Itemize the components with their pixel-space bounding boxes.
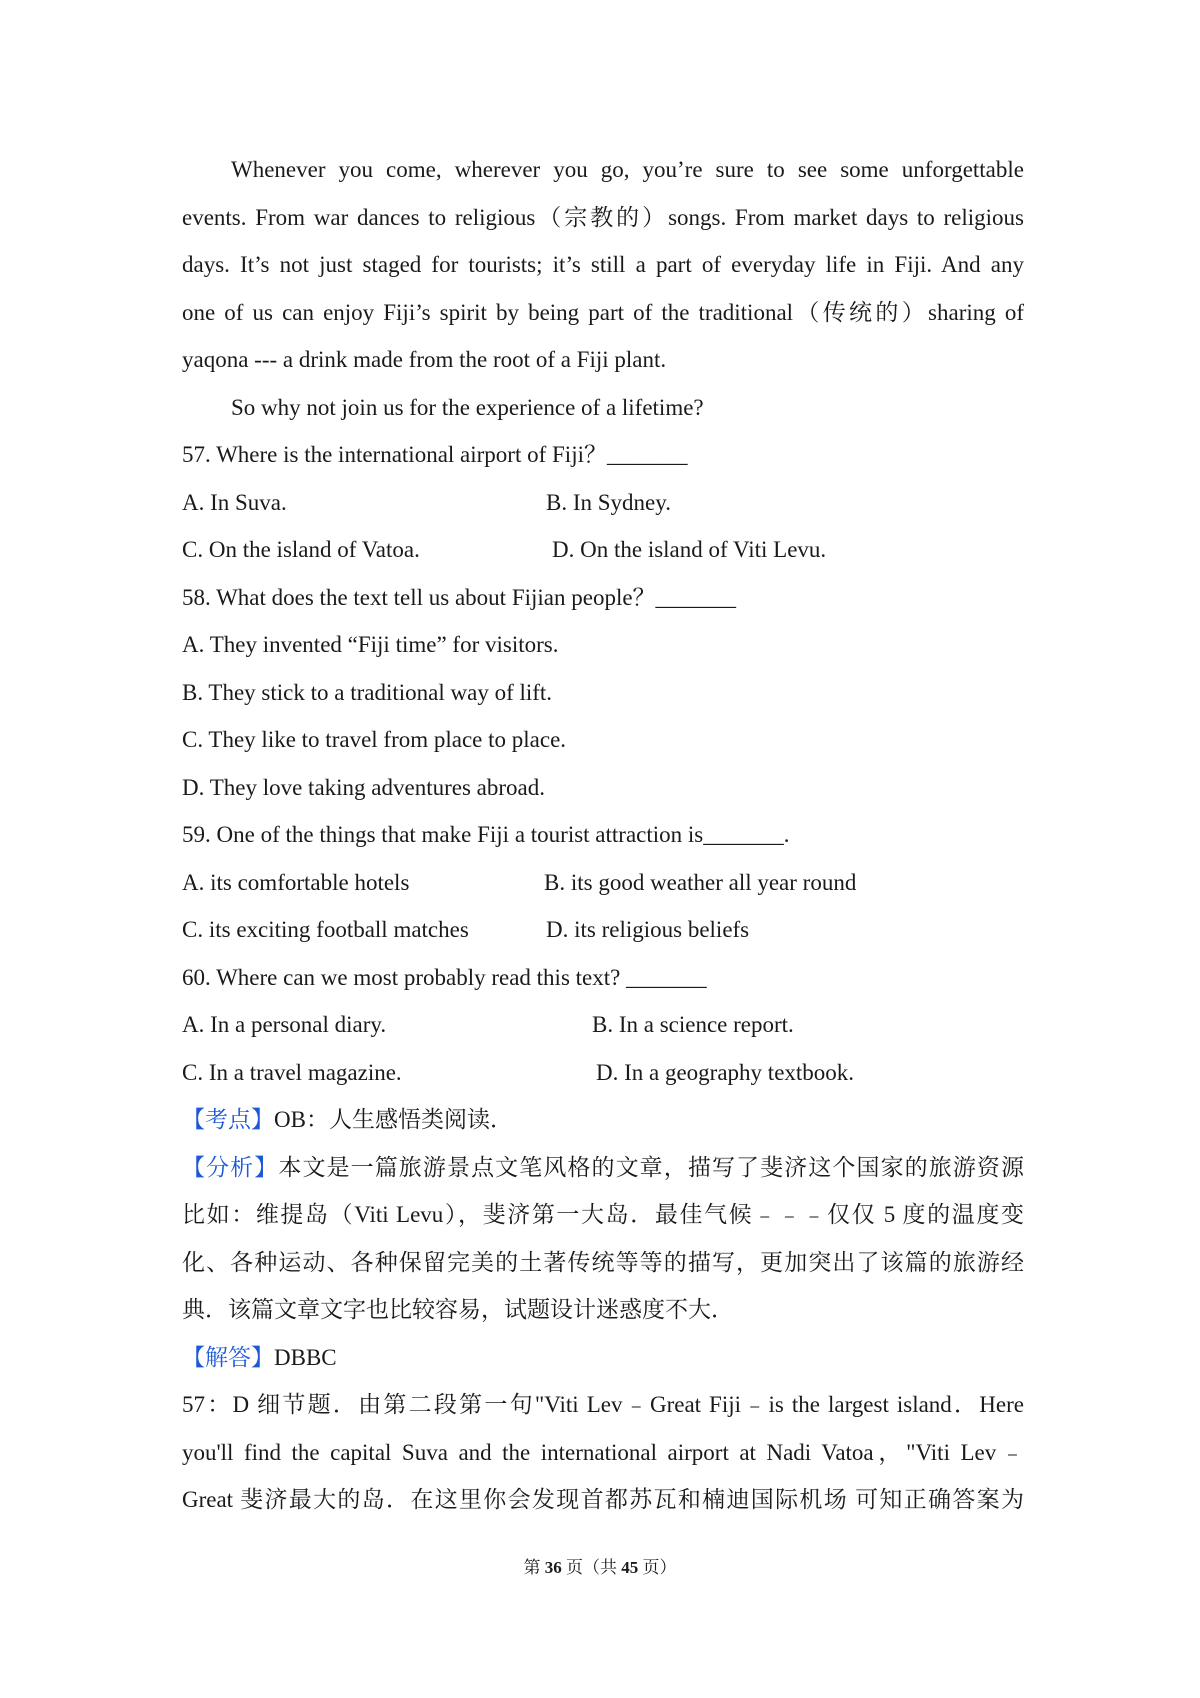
- option: C. In a travel magazine.: [182, 1059, 402, 1085]
- kaodian-tag: 【考点】: [182, 1107, 274, 1132]
- passage-line: events. From war dances to religious（宗教的）songs. From market days to religious: [182, 204, 1024, 230]
- footer-middle: 页（共: [561, 1558, 622, 1577]
- kaodian-line: [182, 1096, 1024, 1144]
- option-row: [182, 1001, 1024, 1049]
- footer-prefix: 第: [523, 1558, 545, 1577]
- detail-line: Great 斐济最大的岛．在这里你会发现首都苏瓦和楠迪国际机场 可知正确答案为: [182, 1487, 1024, 1512]
- option: C. On the island of Vatoa.: [182, 537, 420, 562]
- option: A. They invented “Fiji time” for visitors.: [182, 632, 559, 657]
- option-row: [182, 906, 1024, 954]
- footer-total-pages: 45: [621, 1558, 639, 1577]
- option-row: [182, 479, 1024, 527]
- passage-line: yaqona --- a drink made from the root of a Fiji plant.: [182, 347, 667, 372]
- option: B. In Sydney.: [546, 489, 672, 515]
- option: D. its religious beliefs: [546, 917, 750, 942]
- passage-line: days. It’s not just staged for tourists; it’s still a part of everyday life in Fiji. And any: [182, 252, 1024, 277]
- footer-page-number: 36: [544, 1558, 562, 1577]
- detail-line: 57：D 细节题．由第二段第一句"Viti Lev﹣Great Fiji﹣is the largest island．Here: [182, 1392, 1024, 1417]
- option: B. its good weather all year round: [544, 869, 857, 895]
- kaodian-text: OB：人生感悟类阅读．: [274, 1107, 513, 1132]
- page-content: [182, 146, 1024, 1524]
- option-row: [182, 859, 1024, 907]
- fenxi-tag: 【分析】: [182, 1154, 279, 1180]
- detail-line: you'll find the capital Suva and the international airport at Nadi Vatoa，"Viti Lev﹣: [182, 1439, 1024, 1465]
- jieda-line: [182, 1334, 1024, 1382]
- fenxi-line: 化、各种运动、各种保留完美的土著传统等等的描写，更加突出了该篇的旅游经: [182, 1249, 1024, 1275]
- option-row: [182, 1049, 1024, 1097]
- option: C. its exciting football matches: [182, 917, 469, 942]
- option: D. On the island of Viti Levu.: [552, 537, 827, 562]
- fenxi-line: [182, 1144, 1024, 1192]
- option: A. its comfortable hotels: [182, 869, 410, 895]
- passage-line: So why not join us for the experience of a lifetime?: [231, 394, 704, 420]
- question-stem: 58. What does the text tell us about Fijian people？_______: [182, 584, 737, 610]
- option: B. In a science report.: [592, 1012, 794, 1037]
- option: C. They like to travel from place to place.: [182, 727, 567, 752]
- fenxi-text: 本文是一篇旅游景点文笔风格的文章，描写了斐济这个国家的旅游资源: [278, 1154, 1025, 1180]
- fenxi-line: 典．该篇文章文字也比较容易，试题设计迷惑度不大．: [182, 1297, 734, 1322]
- passage-line: one of us can enjoy Fiji’s spirit by being part of the traditional（传统的）sharing of: [182, 299, 1024, 325]
- option: A. In Suva.: [182, 489, 287, 515]
- option: D. They love taking adventures abroad.: [182, 774, 545, 800]
- fenxi-line: 比如：维提岛（Viti Levu），斐济第一大岛．最佳气候﹣﹣﹣仅仅 5 度的温度变: [182, 1202, 1024, 1227]
- option: A. In a personal diary.: [182, 1012, 387, 1037]
- option-row: [182, 526, 1024, 574]
- question-stem: 59. One of the things that make Fiji a tourist attraction is_______.: [182, 822, 790, 847]
- question-stem: 57. Where is the international airport of Fiji？_______: [182, 442, 688, 467]
- jieda-text: DBBC: [274, 1344, 337, 1370]
- question-stem: 60. Where can we most probably read this text? _______: [182, 964, 707, 990]
- option: D. In a geography textbook.: [596, 1059, 855, 1085]
- jieda-tag: 【解答】: [182, 1344, 274, 1370]
- passage-line: Whenever you come, wherever you go, you’re sure to see some unforgettable: [231, 157, 1024, 182]
- page-footer: [0, 1553, 1200, 1578]
- footer-suffix: 页）: [638, 1558, 677, 1577]
- option: B. They stick to a traditional way of lift.: [182, 679, 553, 705]
